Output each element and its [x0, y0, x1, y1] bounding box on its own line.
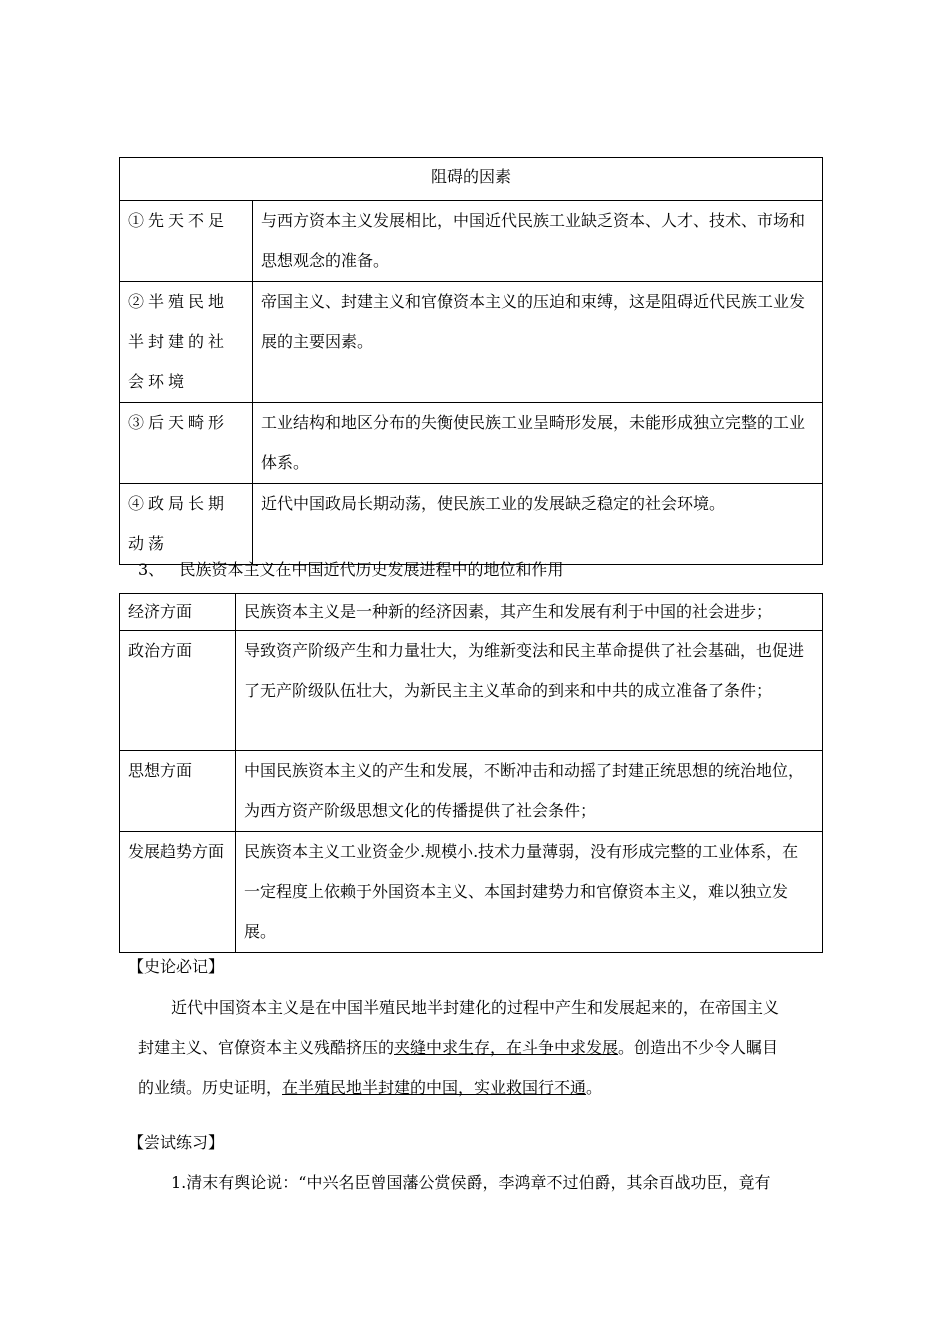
- underlined-text: 夹缝中求生存，在斗争中求发展: [394, 1038, 619, 1057]
- row-text: 帝国主义、封建主义和官僚资本主义的压迫和束缚，这是阻碍近代民族工业发展的主要因素。: [253, 282, 823, 403]
- underlined-text: 在半殖民地半封建的中国，实业救国行不通: [282, 1078, 587, 1097]
- role-table: [119, 593, 823, 953]
- shilun-heading: 【史论必记】: [128, 957, 225, 976]
- practice-question-1: 1.清末有舆论说：“中兴名臣曾国藩公赏侯爵，李鸿章不过伯爵，其余百战功臣，竟有: [171, 1173, 771, 1192]
- row-label: ②半殖民地半封建的社会环境: [120, 282, 253, 403]
- row-text: 与西方资本主义发展相比，中国近代民族工业缺乏资本、人才、技术、市场和思想观念的准备。: [253, 201, 823, 282]
- row-text: 中国民族资本主义的产生和发展，不断冲击和动摇了封建正统思想的统治地位，为西方资产阶级思想文化的传播提供了社会条件；: [236, 751, 823, 832]
- row-label: ④政局长期动荡: [120, 484, 253, 565]
- section-3-heading: [138, 558, 563, 582]
- row-text: 导致资产阶级产生和力量壮大，为维新变法和民主革命提供了社会基础，也促进了无产阶级队伍壮大，为新民主主义革命的到来和中共的成立准备了条件；: [236, 631, 823, 751]
- section-title: 民族资本主义在中国近代历史发展进程中的地位和作用: [179, 560, 564, 579]
- table-header: 阻碍的因素: [120, 158, 823, 201]
- row-label: 发展趋势方面: [120, 832, 236, 953]
- obstacles-table: [119, 157, 823, 565]
- row-text: 民族资本主义是一种新的经济因素，其产生和发展有利于中国的社会进步；: [236, 594, 823, 631]
- shilun-para-line1: 近代中国资本主义是在中国半殖民地半封建化的过程中产生和发展起来的，在帝国主义: [171, 998, 780, 1017]
- row-label: 经济方面: [120, 594, 236, 631]
- shilun-para-line3: 的业绩。历史证明，在半殖民地半封建的中国，实业救国行不通。: [138, 1078, 603, 1097]
- section-number: 3、: [138, 560, 165, 579]
- row-text: 民族资本主义工业资金少.规模小.技术力量薄弱，没有形成完整的工业体系，在一定程度上依赖于外国资本主义、本国封建势力和官僚资本主义，难以独立发展。: [236, 832, 823, 953]
- row-label: ①先天不足: [120, 201, 253, 282]
- row-label: ③后天畸形: [120, 403, 253, 484]
- row-text: 工业结构和地区分布的失衡使民族工业呈畸形发展，未能形成独立完整的工业体系。: [253, 403, 823, 484]
- practice-heading: 【尝试练习】: [128, 1133, 225, 1152]
- row-text: 近代中国政局长期动荡，使民族工业的发展缺乏稳定的社会环境。: [253, 484, 823, 565]
- shilun-para-line2: 封建主义、官僚资本主义残酷挤压的夹缝中求生存，在斗争中求发展。创造出不少令人瞩目: [138, 1038, 779, 1057]
- row-label: 政治方面: [120, 631, 236, 751]
- row-label: 思想方面: [120, 751, 236, 832]
